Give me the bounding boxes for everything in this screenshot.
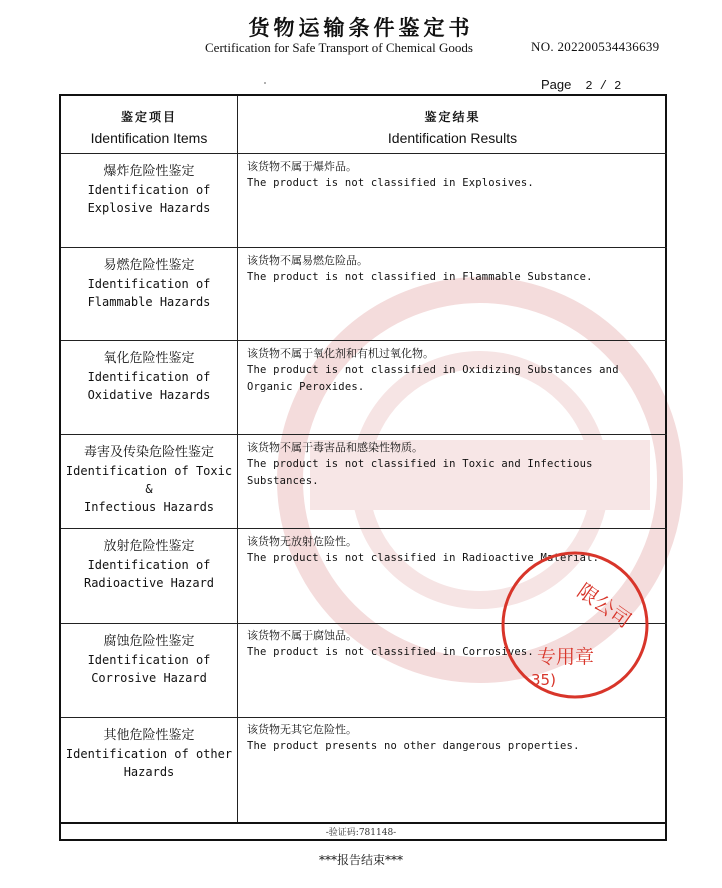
result-text-cn: 该货物无放射危险性。 [247, 535, 357, 548]
column-header-items-en: Identification Items [90, 130, 208, 146]
report-end-mark: ***报告结束*** [318, 853, 403, 867]
table-row-item [61, 350, 237, 404]
item-label-en: Identification of Flammable Hazards [87, 277, 211, 309]
item-label-en: Identification of Explosive Hazards [87, 183, 211, 215]
table-row-result [247, 721, 659, 755]
row-divider [61, 247, 667, 248]
result-text-cn: 该货物不属于毒害品和感染性物质。 [247, 441, 423, 454]
table-row-item [61, 444, 237, 516]
company-seal [495, 545, 655, 705]
column-header-items [61, 108, 237, 146]
table-row-item [61, 633, 237, 687]
table-row-item [61, 163, 237, 217]
scan-dot [264, 82, 266, 84]
result-text-en: The product is not classified in Toxic and Infectious Substances. [247, 458, 593, 487]
item-label-en: Identification of Oxidative Hazards [87, 370, 211, 402]
result-text-cn: 该货物不属易燃危险品。 [247, 254, 368, 267]
table-row-result [247, 158, 659, 192]
seal-number: 35) [531, 671, 556, 689]
row-divider [61, 717, 667, 718]
table-row-result [247, 345, 659, 396]
column-header-results-en: Identification Results [387, 130, 518, 146]
header-divider [61, 153, 667, 154]
result-text-en: The product is not classified in Corrosives. [247, 646, 534, 658]
result-text-cn: 该货物不属于氧化剂和有机过氧化物。 [247, 347, 434, 360]
document-title-en: Certification for Safe Transport of Chemical Goods [205, 40, 473, 55]
document-title-cn: 货物运输条件鉴定书 [248, 15, 474, 40]
item-label-cn: 易燃危险性鉴定 [103, 258, 195, 273]
page-value: 2 / 2 [585, 79, 622, 93]
seal-text: 限公司 [572, 578, 636, 633]
row-divider [61, 434, 667, 435]
column-header-results-cn: 鉴定结果 [424, 110, 481, 124]
row-divider [61, 528, 667, 529]
result-text-en: The product is not classified in Flammable Substance. [247, 271, 593, 283]
item-label-cn: 毒害及传染危险性鉴定 [83, 445, 214, 460]
table-row-item [61, 727, 237, 781]
column-header-results [238, 108, 667, 146]
page-label: Page [541, 77, 572, 92]
result-text-en: The product is not classified in Explosives. [247, 177, 534, 189]
result-text-en: The product is not classified in Radioactive Material. [247, 552, 600, 564]
item-label-cn: 放射危险性鉴定 [103, 539, 195, 554]
result-text-cn: 该货物不属于爆炸品。 [247, 160, 357, 173]
result-text-cn: 该货物不属于腐蚀品。 [247, 629, 357, 642]
certificate-number: NO. 202200534436639 [531, 39, 660, 54]
item-label-en: Identification of Toxic & Infectious Hazards [65, 464, 233, 514]
seal-text-2: 专用章 [537, 646, 595, 668]
item-label-en: Identification of Radioactive Hazard [83, 558, 215, 590]
result-text-en: The product presents no other dangerous properties. [247, 740, 580, 752]
table-row-result [247, 252, 659, 286]
item-label-cn: 其他危险性鉴定 [103, 728, 195, 743]
table-bottom-rule [61, 822, 665, 824]
table-row-item [61, 257, 237, 311]
column-divider [237, 96, 238, 822]
item-label-en: Identification of Corrosive Hazard [87, 653, 211, 685]
result-text-cn: 该货物无其它危险性。 [247, 723, 357, 736]
page-indicator [541, 77, 621, 93]
item-label-en: Identification of other Hazards [65, 747, 233, 779]
column-header-items-cn: 鉴定项目 [120, 110, 177, 124]
item-label-cn: 氧化危险性鉴定 [103, 351, 195, 366]
table-row-item [61, 538, 237, 592]
row-divider [61, 340, 667, 341]
verification-code: -验证码:781148- [325, 828, 397, 838]
item-label-cn: 腐蚀危险性鉴定 [103, 634, 195, 649]
result-text-en: The product is not classified in Oxidizing Substances and Organic Peroxides. [247, 364, 619, 393]
table-row-result [247, 439, 659, 490]
item-label-cn: 爆炸危险性鉴定 [103, 164, 195, 179]
